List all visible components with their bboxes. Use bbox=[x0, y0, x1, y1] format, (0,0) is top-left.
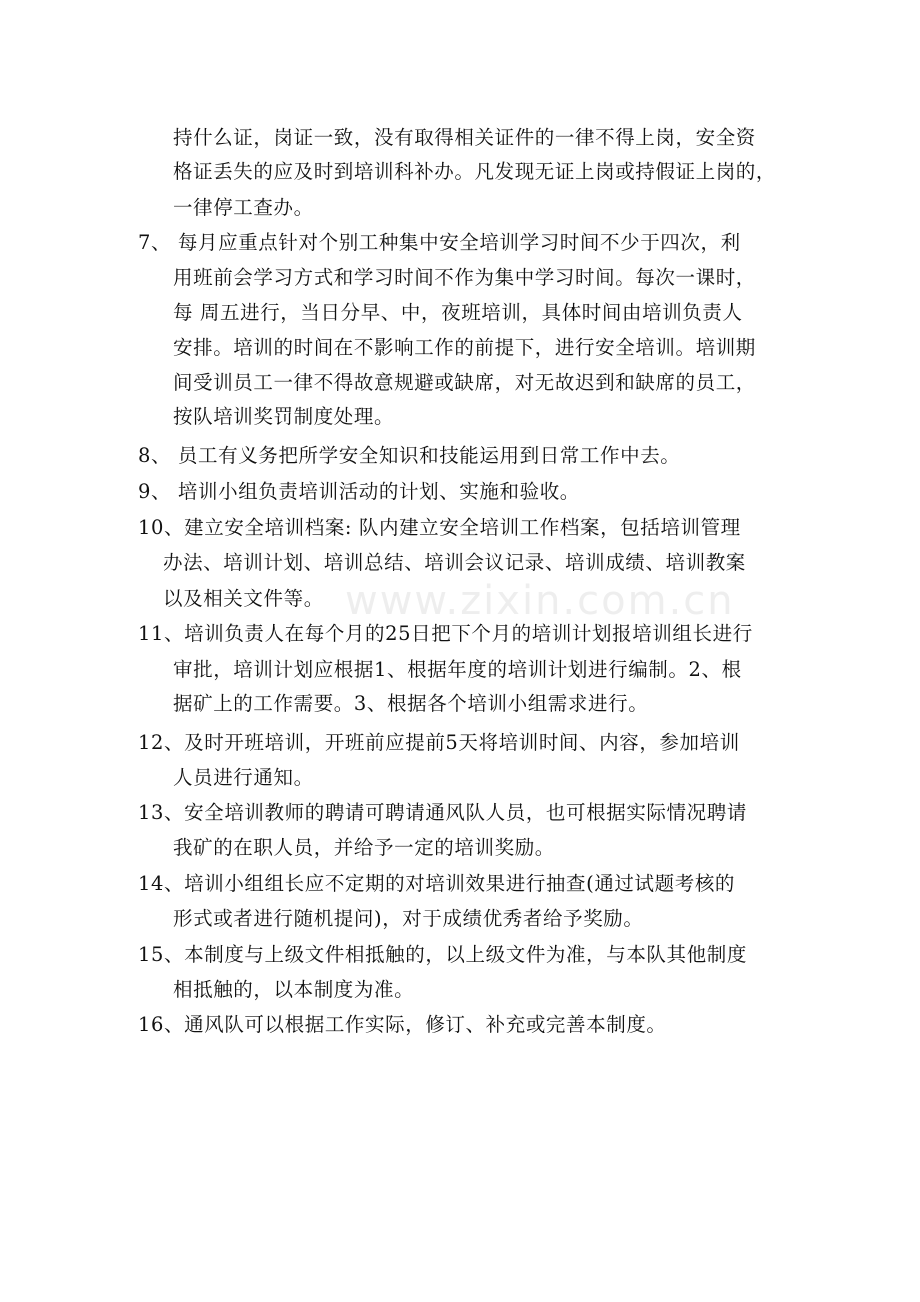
text-line: 办法、培训计划、培训总结、培训会议记录、培训成绩、培训教案 bbox=[163, 551, 746, 574]
text-line: 人员进行通知。 bbox=[173, 766, 314, 789]
list-item-9: 9、 培训小组负责培训活动的计划、实施和验收。 bbox=[138, 480, 580, 503]
text-line: 以及相关文件等。 bbox=[163, 587, 324, 610]
list-item-7: 7、 每月应重点针对个别工种集中安全培训学习时间不少于四次，利 bbox=[138, 231, 741, 254]
text-line: 形式或者进行随机提问)，对于成绩优秀者给予奖励。 bbox=[173, 907, 644, 930]
text-line: 审批，培训计划应根据1、根据年度的培训计划进行编制。2、根 bbox=[173, 658, 742, 681]
list-item-13: 13、安全培训教师的聘请可聘请通风队人员，也可根据实际情况聘请 bbox=[138, 801, 747, 824]
text-line: 格证丢失的应及时到培训科补办。凡发现无证上岗或持假证上岗的， bbox=[173, 160, 777, 183]
text-line: 安排。培训的时间在不影响工作的前提下，进行安全培训。培训期 bbox=[173, 336, 756, 359]
text-line: 用班前会学习方式和学习时间不作为集中学习时间。每次一课时， bbox=[173, 266, 756, 289]
text-line: 按队培训奖罚制度处理。 bbox=[173, 405, 395, 428]
text-line: 间受训员工一律不得故意规避或缺席，对无故迟到和缺席的员工， bbox=[173, 371, 756, 394]
list-item-8: 8、 员工有义务把所学安全知识和技能运用到日常工作中去。 bbox=[138, 444, 681, 467]
text-line: 相抵触的，以本制度为准。 bbox=[173, 978, 415, 1001]
text-line: 每 周五进行，当日分早、中，夜班培训，具体时间由培训负责人 bbox=[173, 301, 743, 324]
list-item-16: 16、通风队可以根据工作实际，修订、补充或完善本制度。 bbox=[138, 1013, 667, 1036]
list-item-11: 11、培训负责人在每个月的25日把下个月的培训计划报培训组长进行 bbox=[138, 622, 753, 645]
list-item-12: 12、及时开班培训，开班前应提前5天将培训时间、内容，参加培训 bbox=[138, 731, 740, 754]
list-item-14: 14、培训小组组长应不定期的对培训效果进行抽查(通过试题考核的 bbox=[138, 872, 736, 895]
text-line: 我矿的在职人员，并给予一定的培训奖励。 bbox=[173, 836, 555, 859]
text-line: 据矿上的工作需要。3、根据各个培训小组需求进行。 bbox=[173, 692, 649, 715]
list-item-15: 15、本制度与上级文件相抵触的，以上级文件为准，与本队其他制度 bbox=[138, 943, 747, 966]
text-line: 持什么证，岗证一致，没有取得相关证件的一律不得上岗，安全资 bbox=[173, 126, 756, 149]
text-line: 一律停工查办。 bbox=[173, 196, 314, 219]
list-item-10: 10、建立安全培训档案: 队内建立安全培训工作档案，包括培训管理 bbox=[138, 516, 741, 539]
watermark: www.zixin.com.cn bbox=[345, 578, 735, 624]
